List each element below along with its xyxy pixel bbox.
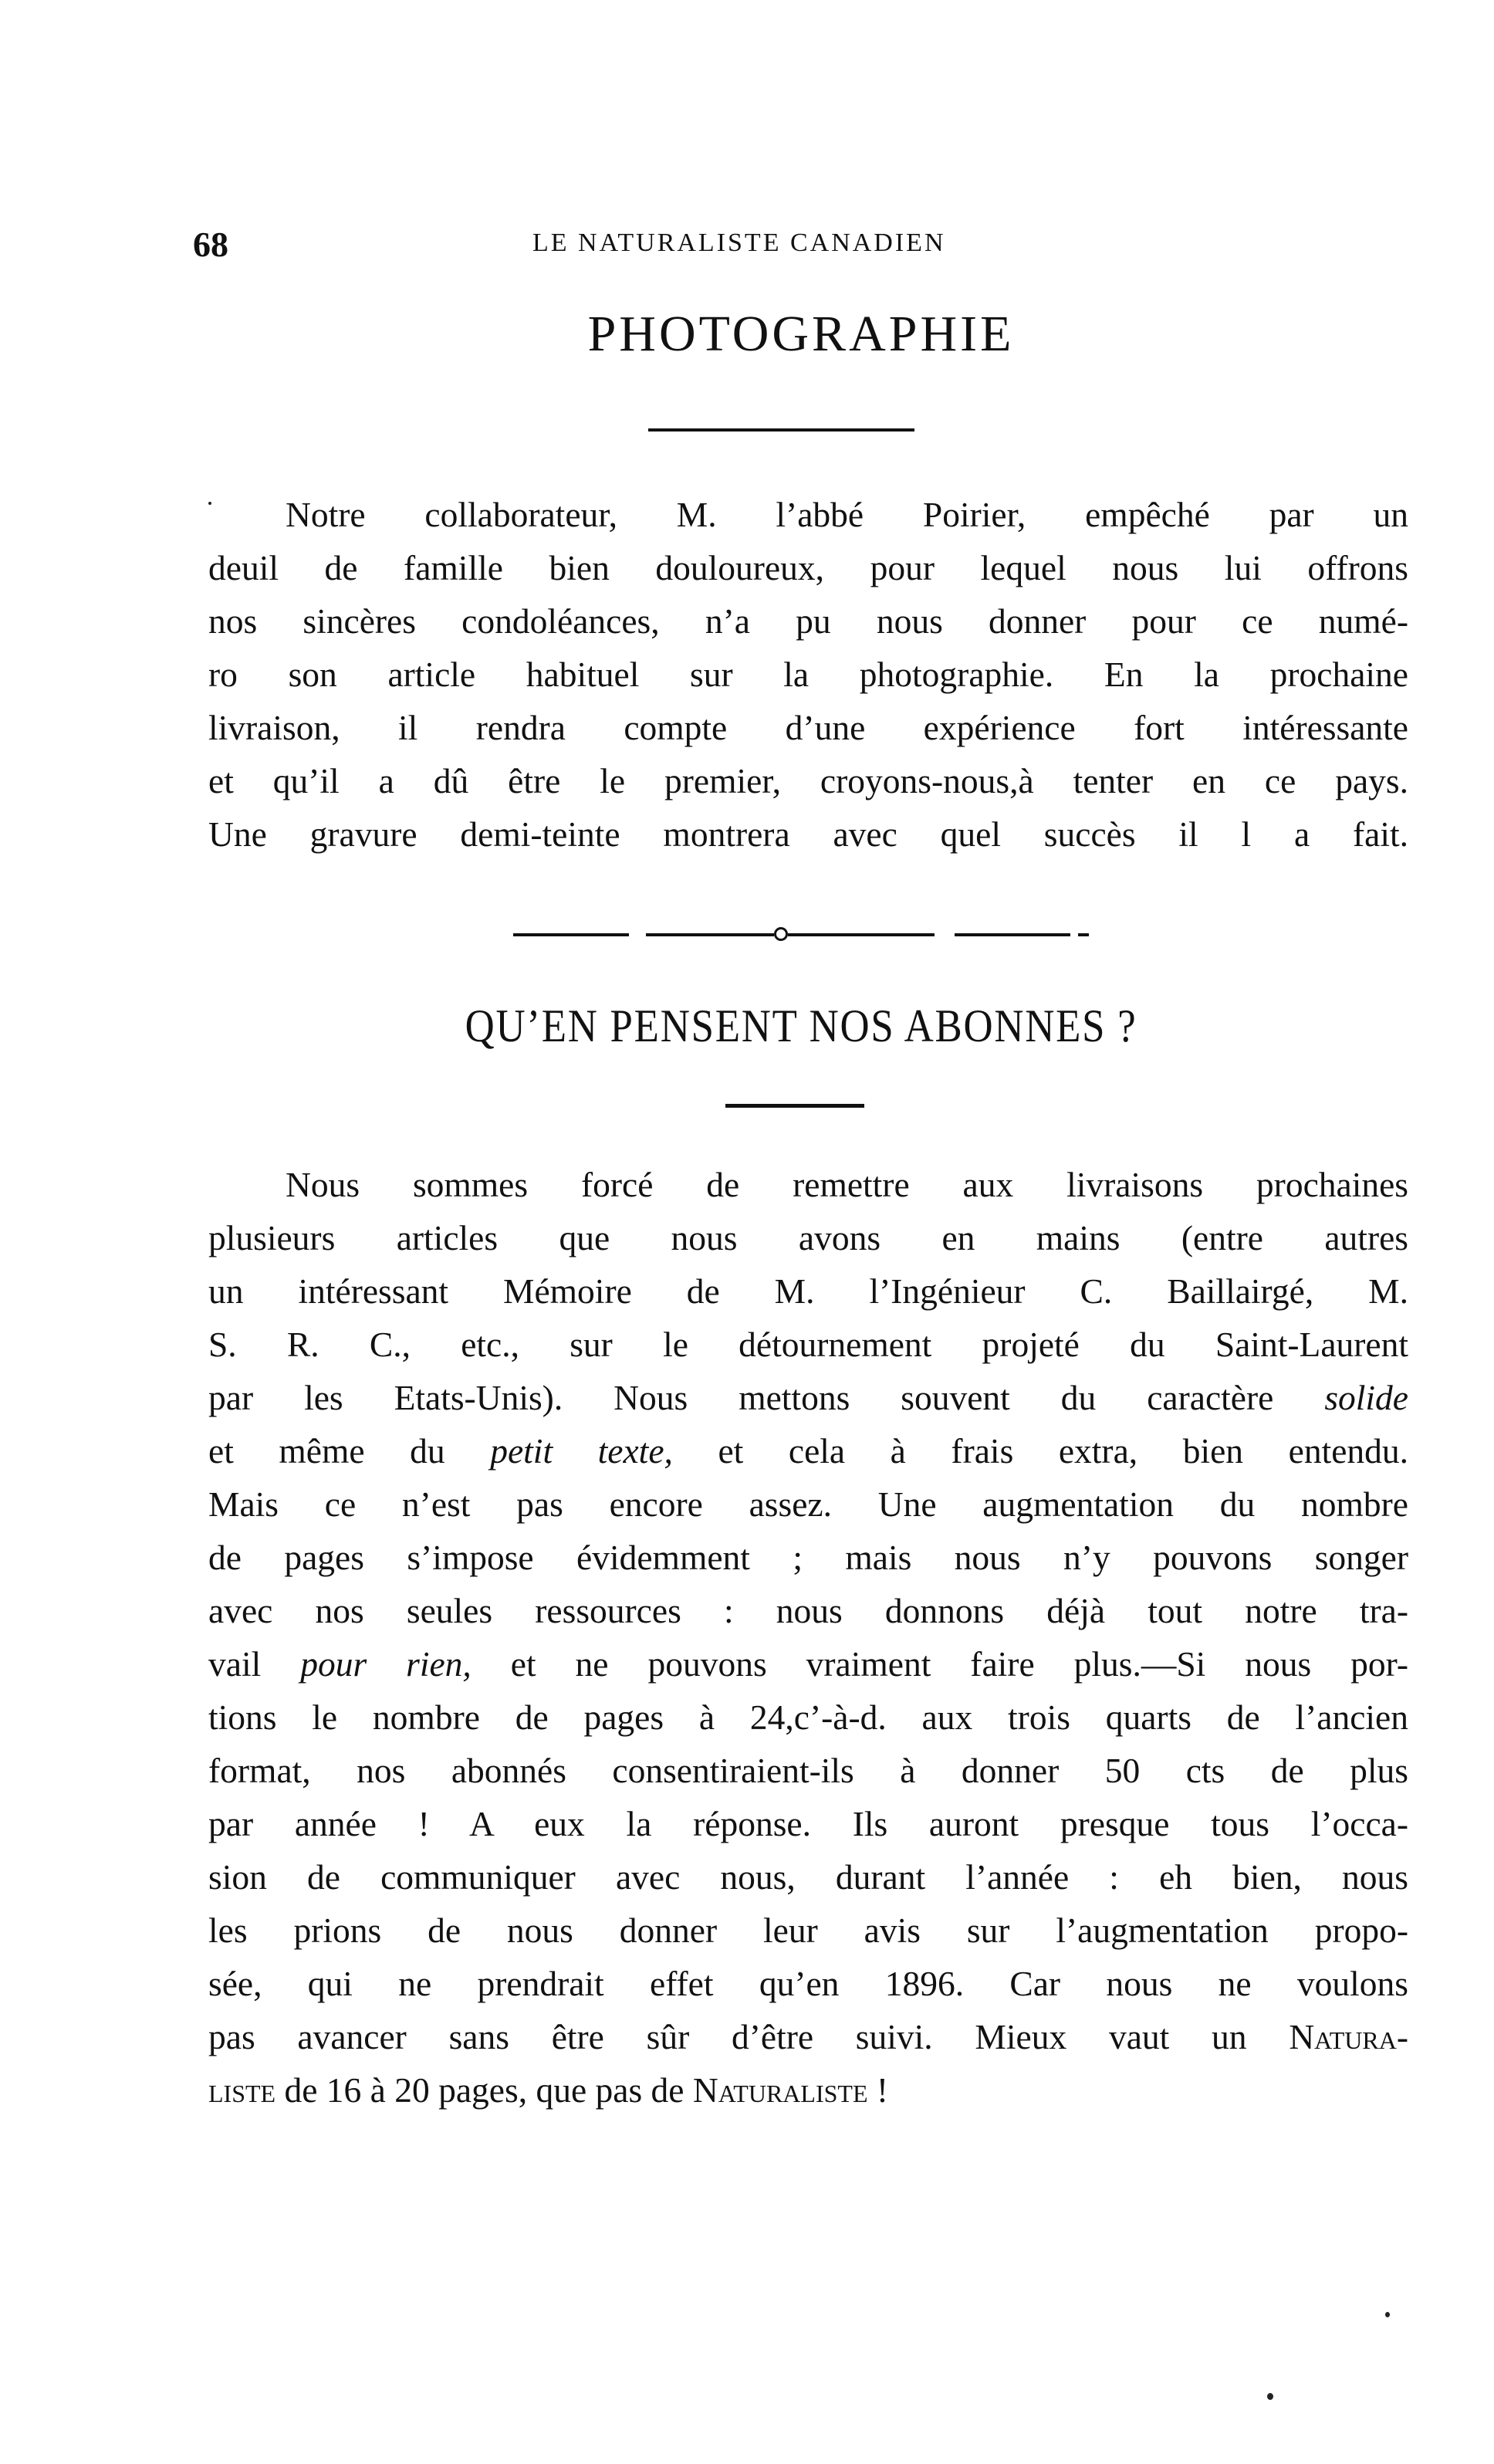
text-line — [208, 2010, 1408, 2063]
ink-speck — [208, 502, 211, 505]
text-run: vail — [208, 1644, 262, 1684]
text-line: Une gravure demi-teinte montrera avec quel succès il l a fait. — [208, 814, 1408, 854]
text-line: nos sincères condoléances, n’a pu nous donner pour ce numé- — [208, 601, 1408, 641]
text-run: de 16 à 20 pages, que pas de — [284, 2070, 684, 2110]
text-run: pas avancer sans être sûr d’être suivi. Mieux vaut un — [208, 2017, 1247, 2056]
text-line: S. R. C., etc., sur le détournement projeté du Saint-Laurent — [208, 1325, 1408, 1364]
divider-dash — [646, 933, 774, 936]
text-line — [208, 1371, 1408, 1424]
text-line: deuil de famille bien douloureux, pour lequel nous lui offrons — [208, 548, 1408, 587]
text-line — [208, 1637, 1408, 1691]
divider-dash — [513, 933, 629, 936]
page-number: 68 — [193, 225, 228, 264]
text-run: ! — [876, 2070, 889, 2110]
text-line: Mais ce n’est pas encore assez. Une augmentation du nombre — [208, 1484, 1408, 1524]
italic-text-run: petit texte, — [490, 1431, 673, 1471]
ink-speck — [1267, 2393, 1273, 2400]
divider-dash — [788, 933, 935, 936]
small-caps-text-run: Naturaliste — [692, 2070, 868, 2110]
section-divider-ornament — [513, 922, 1092, 946]
small-caps-text-run: liste — [208, 2070, 276, 2110]
small-caps-text-run: Natura- — [1289, 2017, 1408, 2056]
text-line: un intéressant Mémoire de M. l’Ingénieur C. Baillairgé, M. — [208, 1271, 1408, 1311]
text-line: Notre collaborateur, M. l’abbé Poirier, empêché par un — [286, 495, 1408, 534]
text-line: plusieurs articles que nous avons en mains (entre autres — [208, 1218, 1408, 1257]
divider-ring — [774, 927, 788, 941]
text-line: les prions de nous donner leur avis sur l’augmentation propo- — [208, 1911, 1408, 1950]
running-head — [193, 224, 1042, 278]
italic-text-run: solide — [1324, 1378, 1408, 1417]
text-line — [208, 1424, 1408, 1477]
divider-dash — [1078, 933, 1089, 936]
paragraph-photographie — [208, 488, 1408, 861]
title-underline-rule — [725, 1104, 864, 1108]
text-line: format, nos abonnés consentiraient-ils à donner 50 cts de plus — [208, 1751, 1408, 1790]
text-run: par les Etats-Unis). Nous mettons souvent du caractère — [208, 1378, 1274, 1417]
journal-title: LE NATURALISTE CANADIEN — [532, 228, 946, 257]
title-underline-rule — [648, 428, 914, 432]
divider-dash — [955, 933, 1070, 936]
text-line: avec nos seules ressources : nous donnons déjà tout notre tra- — [208, 1591, 1408, 1630]
text-line: ro son article habituel sur la photographie. En la prochaine — [208, 655, 1408, 694]
text-run: et même du — [208, 1431, 445, 1471]
section-title-abonnes: QU’EN PENSENT NOS ABONNES ? — [465, 1000, 1137, 1051]
text-line: sée, qui ne prendrait effet qu’en 1896. Car nous ne voulons — [208, 1964, 1408, 2003]
text-line: et qu’il a dû être le premier, croyons-nous,à tenter en ce pays. — [208, 761, 1408, 800]
text-run: et ne pouvons vraiment faire plus.—Si nous por- — [510, 1644, 1409, 1684]
text-line — [208, 2063, 1408, 2117]
text-run: et cela à frais extra, bien entendu. — [718, 1431, 1409, 1471]
ink-speck — [1385, 2312, 1390, 2317]
text-line: par année ! A eux la réponse. Ils auront presque tous l’occa- — [208, 1804, 1408, 1843]
text-line: Nous sommes forcé de remettre aux livraisons prochaines — [286, 1165, 1408, 1204]
section-title-photographie: PHOTOGRAPHIE — [587, 306, 1015, 362]
text-line: de pages s’impose évidemment ; mais nous n’y pouvons songer — [208, 1538, 1408, 1577]
paragraph-abonnes — [208, 1158, 1408, 2117]
italic-text-run: pour rien, — [300, 1644, 472, 1684]
text-line: tions le nombre de pages à 24,c’-à-d. aux trois quarts de l’ancien — [208, 1697, 1408, 1737]
text-line: sion de communiquer avec nous, durant l’année : eh bien, nous — [208, 1857, 1408, 1897]
text-line: livraison, il rendra compte d’une expérience fort intéressante — [208, 708, 1408, 747]
